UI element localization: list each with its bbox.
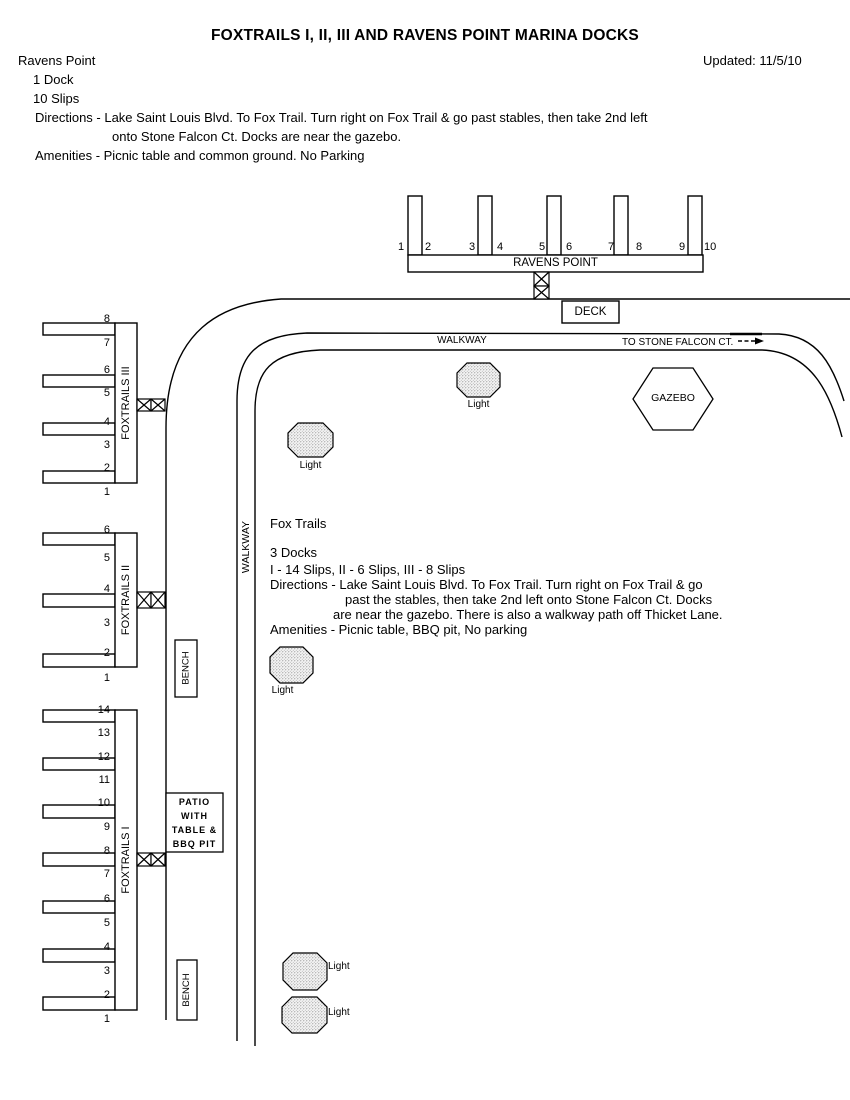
foxtrails-info-directions-1: Directions - Lake Saint Louis Blvd. To Fox Trail. Turn right on Fox Trail & go [270,577,703,592]
foxtrails-info-docks: 3 Docks [270,545,317,560]
bench-label: BENCH [181,973,192,1007]
foxtrails1-dock-label: FOXTRAILS I [120,826,132,894]
slip-number: 1 [103,1013,110,1025]
slip-number: 1 [398,241,405,253]
slip-number: 8 [103,313,110,325]
slip-number: 6 [103,893,110,905]
slip-number: 5 [103,552,110,564]
ft2-gate [137,592,165,608]
slip-number: 7 [103,337,110,349]
to-stone-falcon-label: TO STONE FALCON CT. [622,337,734,348]
updated-date: Updated: 11/5/10 [703,53,802,68]
patio-label-line4: BBQ PIT [172,839,217,849]
bench-label: BENCH [180,651,192,685]
slip-number: 2 [103,989,110,1001]
slip-number: 7 [608,241,615,253]
ravens-info-docks: 1 Dock [33,72,74,87]
ft3-pier [43,375,115,387]
ft2-pier [43,594,115,607]
slip-number: 4 [103,416,110,428]
slip-number: 8 [636,241,643,253]
slip-number: 3 [103,439,110,451]
ravens-info-amenities: Amenities - Picnic table and common ground. No Parking [35,148,365,163]
light-label: Light [467,399,490,410]
slip-number: 7 [103,868,110,880]
slip-number: 2 [103,647,110,659]
slip-number: 4 [103,583,110,595]
gazebo-label: GAZEBO [651,392,695,404]
slip-number: 4 [103,941,110,953]
slip-number: 6 [566,241,573,253]
ft3-gate [137,399,165,411]
slip-number: 2 [425,241,432,253]
light-octagon [270,647,313,683]
light-label: Light [299,460,322,471]
slip-number: 4 [497,241,504,253]
light-label: Light [328,1007,350,1018]
light-octagon [282,997,327,1033]
slip-number: 1 [103,672,110,684]
ravens-info-slips: 10 Slips [33,91,80,106]
ravens-pier [688,196,702,255]
walkway-vertical-label: WALKWAY [240,520,252,574]
ravens-dock-label: RAVENS POINT [513,257,598,269]
ravens-info-name: Ravens Point [18,53,96,68]
slip-number: 1 [103,486,110,498]
slip-number: 5 [539,241,546,253]
slip-number: 5 [103,917,110,929]
stone-falcon-arrow [730,334,764,345]
light-octagon [288,423,333,457]
ravens-info-directions-2: onto Stone Falcon Ct. Docks are near the gazebo. [112,129,402,144]
patio-label-line2: WITH [181,811,208,821]
light-octagon [457,363,500,397]
slip-number: 10 [97,797,110,809]
ft1-gate [137,853,165,866]
slip-number: 6 [103,524,110,536]
patio-label-line1: PATIO [178,797,211,807]
foxtrails2-dock-label: FOXTRAILS II [120,564,132,636]
ravens-gate [534,272,549,299]
slip-number: 6 [103,364,110,376]
slip-number: 8 [103,845,110,857]
deck-label: DECK [574,306,607,318]
foxtrails-info-amenities: Amenities - Picnic table, BBQ pit, No parking [270,622,528,637]
slip-number: 3 [103,617,110,629]
page-title: FOXTRAILS I, II, III AND RAVENS POINT MARINA DOCKS [211,27,639,44]
ravens-pier [478,196,492,255]
slip-number: 5 [103,387,110,399]
foxtrails-info-name: Fox Trails [270,516,327,531]
light-octagon [283,953,327,990]
slip-number: 10 [704,241,717,253]
outer-boundary-line [166,299,850,1020]
slip-number: 3 [103,965,110,977]
foxtrails-info-slips: I - 14 Slips, II - 6 Slips, III - 8 Slips [270,562,466,577]
foxtrails3-dock-label: FOXTRAILS III [120,366,132,440]
light-label: Light [271,685,294,696]
foxtrails-info-directions-2: past the stables, then take 2nd left onto Stone Falcon Ct. Docks [345,592,713,607]
slip-number: 9 [103,821,110,833]
patio-label-line3: TABLE & [171,825,218,835]
slip-number: 12 [97,751,110,763]
foxtrails-info-directions-3: are near the gazebo. There is also a walkway path off Thicket Lane. [333,607,723,622]
ravens-pier [614,196,628,255]
walkway-bottom-line [255,350,842,1046]
slip-number: 2 [103,462,110,474]
ravens-info-directions-1: Directions - Lake Saint Louis Blvd. To Fox Trail. Turn right on Fox Trail & go past stables, then take 2nd left [35,110,648,125]
light-label: Light [328,961,350,972]
ravens-pier [408,196,422,255]
slip-number: 9 [679,241,686,253]
ravens-pier [547,196,561,255]
slip-number: 11 [98,774,110,786]
slip-number: 3 [469,241,476,253]
slip-number: 14 [97,704,110,716]
walkway-horizontal-label: WALKWAY [437,335,487,346]
slip-number: 13 [97,727,110,739]
